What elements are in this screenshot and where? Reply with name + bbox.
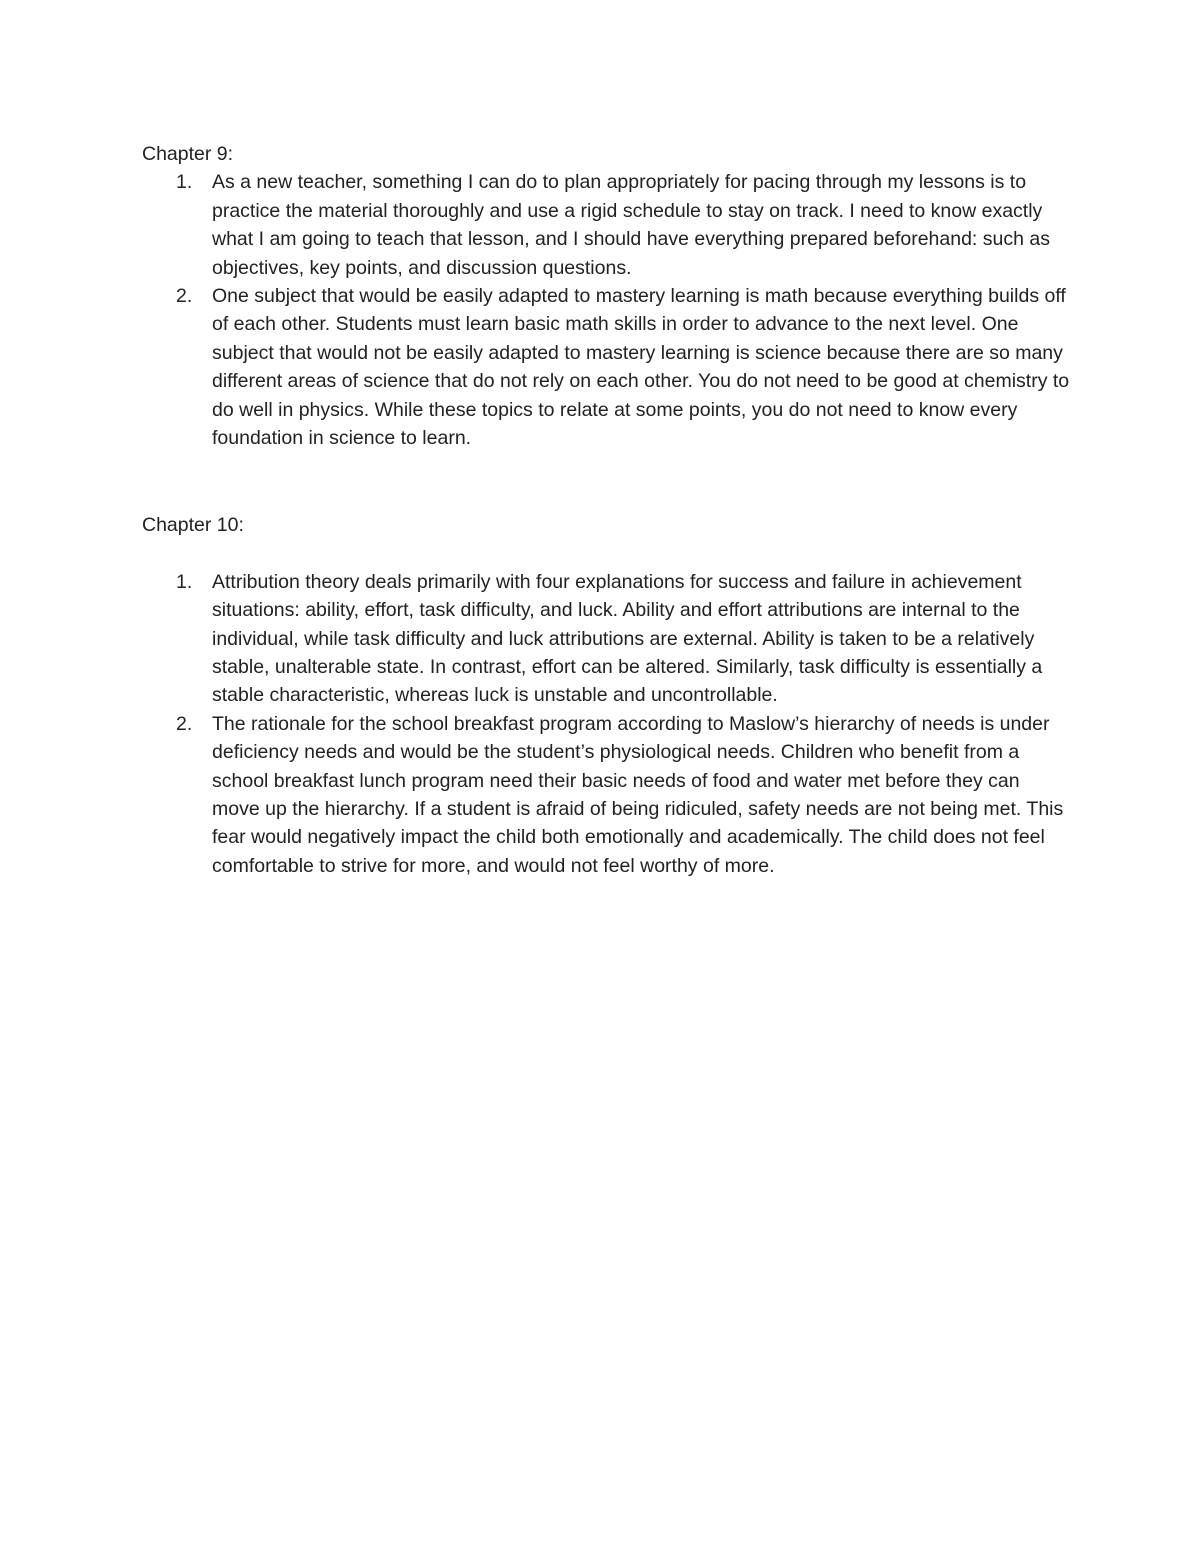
list-item-text: One subject that would be easily adapted to mastery learning is math because everything builds off of each other. Students must learn basic math skills in order to advance to the next level. One subject that would not be easily adapted to mastery learning is science because there are so many different areas of science that do not rely on each other. You do not need to be good at chemistry to do well in physics. While these topics to relate at some points, you do not need to know every foundation in science to learn. (212, 285, 1070, 450)
blank-line (142, 539, 1072, 567)
chapter-9-list (142, 168, 1072, 452)
list-item-number: 2. (176, 285, 193, 308)
list-item-text: The rationale for the school breakfast program according to Maslow’s hierarchy of needs is under deficiency needs and would be the student’s physiological needs. Children who benefit from a school breakfast lunch program need their basic needs of food and water met before they can move up the hierarchy. If a student is afraid of being ridiculed, safety needs are not being met. This fear would negatively impact the child both emotionally and academically. The child does not feel comfortable to strive for more, and would not feel worthy of more. (212, 712, 1064, 877)
list-item-text: As a new teacher, something I can do to plan appropriately for pacing through my lessons is to practice the material thoroughly and use a rigid schedule to stay on track. I need to know exactly what I am going to teach that lesson, and I should have everything prepared beforehand: such as objectives, key points, and discussion questions. (212, 171, 1050, 279)
chapter-9-heading: Chapter 9: (142, 143, 234, 165)
list-item (142, 282, 1072, 452)
list-item-number: 1. (176, 171, 193, 194)
list-item-text: Attribution theory deals primarily with four explanations for success and failure in achievement situations: ability, effort, task difficulty, and luck. Ability and effort attributions are internal to the individual, while task difficulty and luck attributions are external. Ability is taken to be a relatively stable, unalterable state. In contrast, effort can be altered. Similarly, task difficulty is essentially a stable characteristic, whereas luck is unstable and uncontrollable. (212, 570, 1043, 707)
list-item-number: 2. (176, 712, 193, 735)
list-item (142, 168, 1072, 282)
list-item (142, 568, 1072, 710)
chapter-10-list (142, 568, 1072, 880)
list-item (142, 710, 1072, 880)
list-item-number: 1. (176, 570, 193, 593)
chapter-10-section (142, 511, 1072, 880)
chapter-9-section (142, 140, 1072, 452)
chapter-10-heading: Chapter 10: (142, 514, 244, 536)
